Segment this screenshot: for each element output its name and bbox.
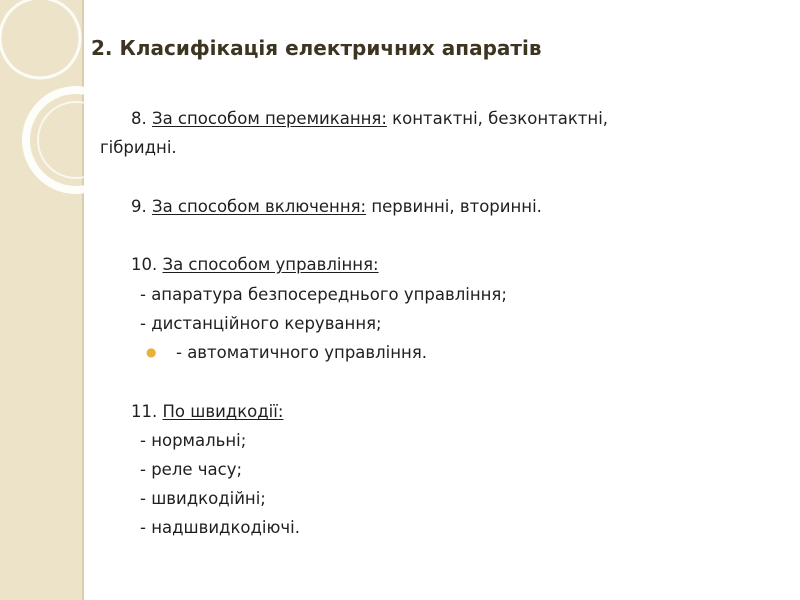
item-11-number: 11. (131, 402, 163, 421)
list-item: - дистанційного керування; (140, 314, 382, 333)
item-9-line (131, 196, 542, 218)
item-10-heading: За способом управління: (162, 255, 379, 274)
list-item: - нормальні; (140, 431, 247, 450)
bullet-icon: ● (146, 345, 157, 359)
item-9-number: 9. (131, 197, 152, 216)
item-11-heading: По швидкодії: (162, 402, 284, 421)
item-9-heading: За способом включення: (152, 197, 367, 216)
item-8-continuation: гібридні. (100, 138, 177, 157)
item-10-number: 10. (131, 255, 163, 274)
item-9-text: первинні, вторинні. (366, 197, 542, 216)
list-item: - автоматичного управління. (176, 343, 428, 362)
item-10-line (131, 254, 379, 276)
list-item: - надшвидкодіючі. (140, 518, 300, 537)
item-8-number: 8. (131, 109, 152, 128)
item-8-text: контактні, безконтактні, (386, 109, 609, 128)
list-item: - швидкодійні; (140, 489, 266, 508)
slide-title: 2. Класифікація електричних апаратів (91, 36, 542, 60)
list-item: - апаратура безпосереднього управління; (140, 285, 507, 304)
item-11-line (131, 401, 283, 423)
item-8-line (131, 108, 608, 130)
list-item: - реле часу; (140, 460, 243, 479)
item-8-heading: За способом перемикання: (152, 109, 387, 128)
